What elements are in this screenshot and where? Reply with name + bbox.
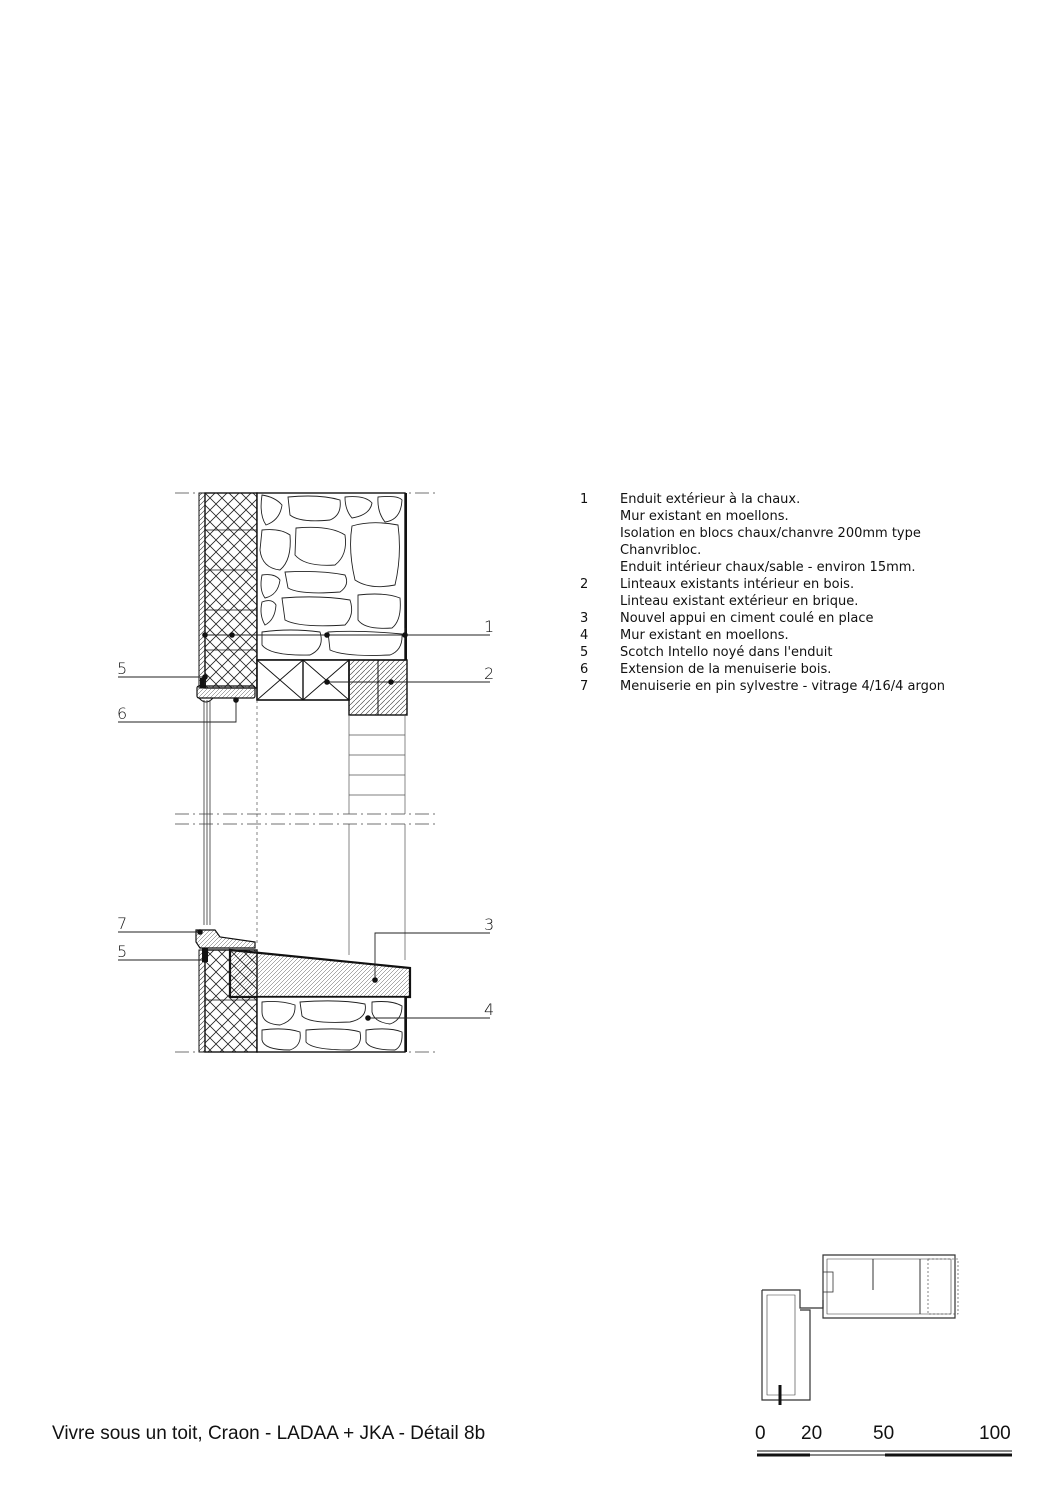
legend-line: Chanvribloc. [620,543,702,558]
callout-5-top: 5 [117,659,128,678]
legend-number: 1 [580,492,589,507]
legend-line: Extension de la menuiserie bois. [620,662,832,677]
scale-label-50: 50 [873,1423,895,1444]
legend-line: Enduit extérieur à la chaux. [620,492,801,507]
legend-item-3 [580,610,1000,627]
legend-line: Linteaux existants intérieur en bois. [620,577,855,592]
legend-line: Mur existant en moellons. [620,628,789,643]
legend-line: Nouvel appui en ciment coulé en place [620,611,874,626]
legend-line: Mur existant en moellons. [620,509,789,524]
callout-3: 3 [484,915,495,934]
legend-item-4 [580,627,1000,644]
legend-number: 7 [580,679,589,694]
callout-4: 4 [484,1000,495,1019]
legend-item-2 [580,576,1000,610]
window-glazing [204,700,405,960]
legend-number: 3 [580,611,589,626]
callout-5-bottom: 5 [117,942,128,961]
lower-wall [196,678,410,1052]
scale-bar [757,1451,1012,1455]
legend-number: 5 [580,645,589,660]
key-plan [762,1255,958,1405]
legend-line: Isolation en blocs chaux/chanvre 200mm type [620,526,921,541]
upper-wall [197,493,407,814]
drawing-title: Vivre sous un toit, Craon - LADAA + JKA - Détail 8b [52,1423,486,1444]
callout-1: 1 [484,617,495,636]
legend-line: Menuiserie en pin sylvestre - vitrage 4/16/4 argon [620,679,946,694]
legend-number: 6 [580,662,589,677]
legend-line: Enduit intérieur chaux/sable - environ 15mm. [620,560,916,575]
callout-6: 6 [117,704,128,723]
legend-item-1 [580,491,1000,576]
legend-number: 2 [580,577,589,592]
callout-2: 2 [484,664,495,683]
legend [580,491,1000,695]
callout-7: 7 [117,914,128,933]
legend-item-6 [580,661,1000,678]
scale-label-100: 100 [979,1423,1011,1444]
legend-line: Scotch Intello noyé dans l'enduit [620,645,833,660]
legend-item-7 [580,678,1000,695]
legend-line: Linteau existant extérieur en brique. [620,594,859,609]
scale-label-0: 0 [755,1423,766,1444]
legend-item-5 [580,644,1000,661]
legend-number: 4 [580,628,589,643]
scale-label-20: 20 [801,1423,823,1444]
